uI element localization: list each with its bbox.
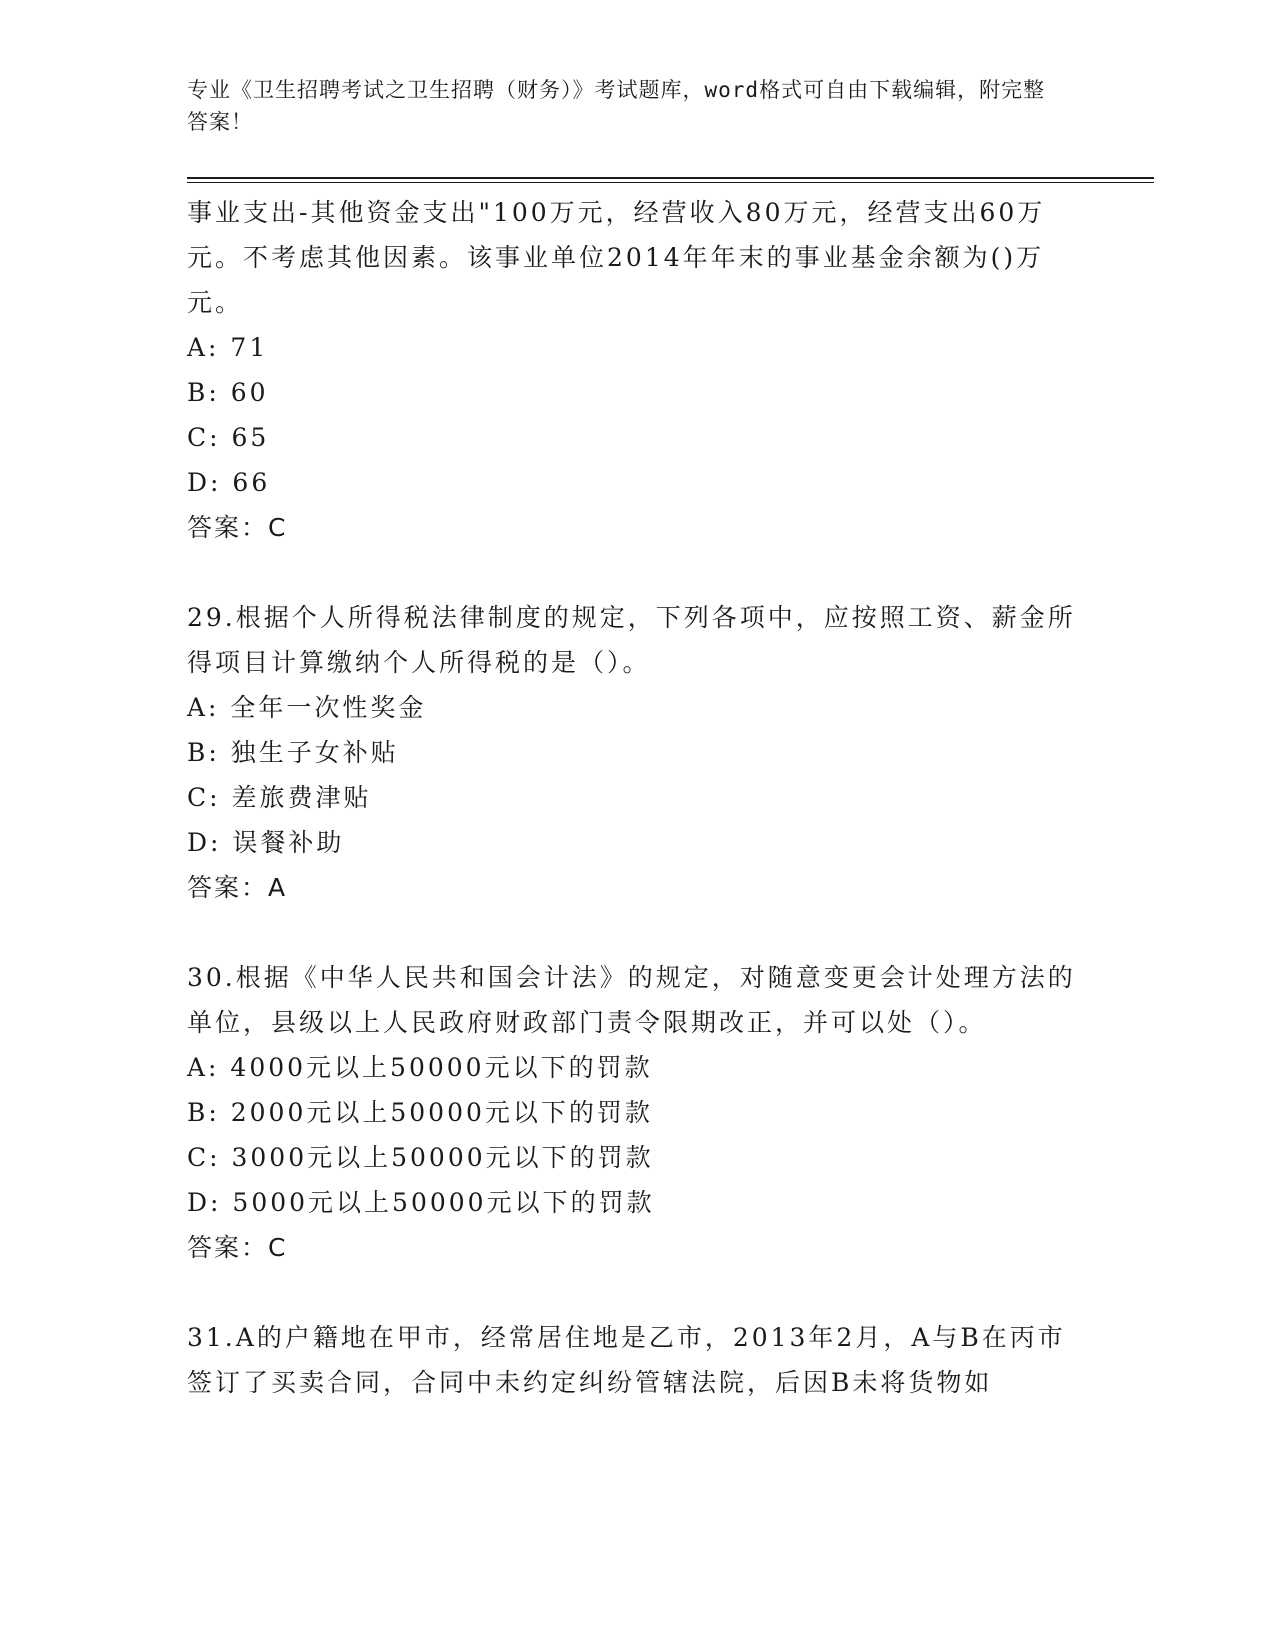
- option-b: B: 独生子女补贴: [187, 738, 399, 767]
- option-b: B: 60: [187, 378, 269, 407]
- answer: 答案：C: [187, 513, 288, 542]
- question-text: 30.根据《中华人民共和国会计法》的规定，对随意变更会计处理方法的单位，县级以上人民政府财政部门责令限期改正，并可以处（）。: [187, 963, 1076, 1037]
- answer: 答案：A: [187, 873, 288, 902]
- option-a: A: 全年一次性奖金: [187, 693, 427, 722]
- question-fragment: [187, 190, 1087, 550]
- option-c: C: 差旅费津贴: [187, 783, 372, 812]
- option-d: D: 66: [187, 468, 271, 497]
- question-text: 事业支出-其他资金支出"100万元，经营收入80万元，经营支出60万元。不考虑其他因素。该事业单位2014年年末的事业基金余额为()万元。: [187, 198, 1046, 317]
- document-body: [187, 190, 1087, 1405]
- page-header: [187, 74, 1067, 138]
- question-29: [187, 595, 1087, 910]
- header-title: 专业《卫生招聘考试之卫生招聘（财务）》考试题库，word格式可自由下载编辑，附完整答案！: [187, 78, 1046, 134]
- option-c: C: 65: [187, 423, 270, 452]
- option-a: A: 4000元以上50000元以下的罚款: [187, 1053, 653, 1082]
- question-31: [187, 1315, 1087, 1405]
- question-30: [187, 955, 1087, 1270]
- answer: 答案：C: [187, 1233, 288, 1262]
- option-a: A: 71: [187, 333, 269, 362]
- option-c: C: 3000元以上50000元以下的罚款: [187, 1143, 654, 1172]
- option-b: B: 2000元以上50000元以下的罚款: [187, 1098, 653, 1127]
- header-divider: [187, 177, 1154, 183]
- question-text: 31.A的户籍地在甲市，经常居住地是乙市，2013年2月，A与B在丙市签订了买卖合同，合同中未约定纠纷管辖法院，后因B未将货物如: [187, 1323, 1066, 1397]
- question-text: 29.根据个人所得税法律制度的规定，下列各项中，应按照工资、薪金所得项目计算缴纳个人所得税的是（）。: [187, 603, 1076, 677]
- option-d: D: 误餐补助: [187, 828, 345, 857]
- option-d: D: 5000元以上50000元以下的罚款: [187, 1188, 655, 1217]
